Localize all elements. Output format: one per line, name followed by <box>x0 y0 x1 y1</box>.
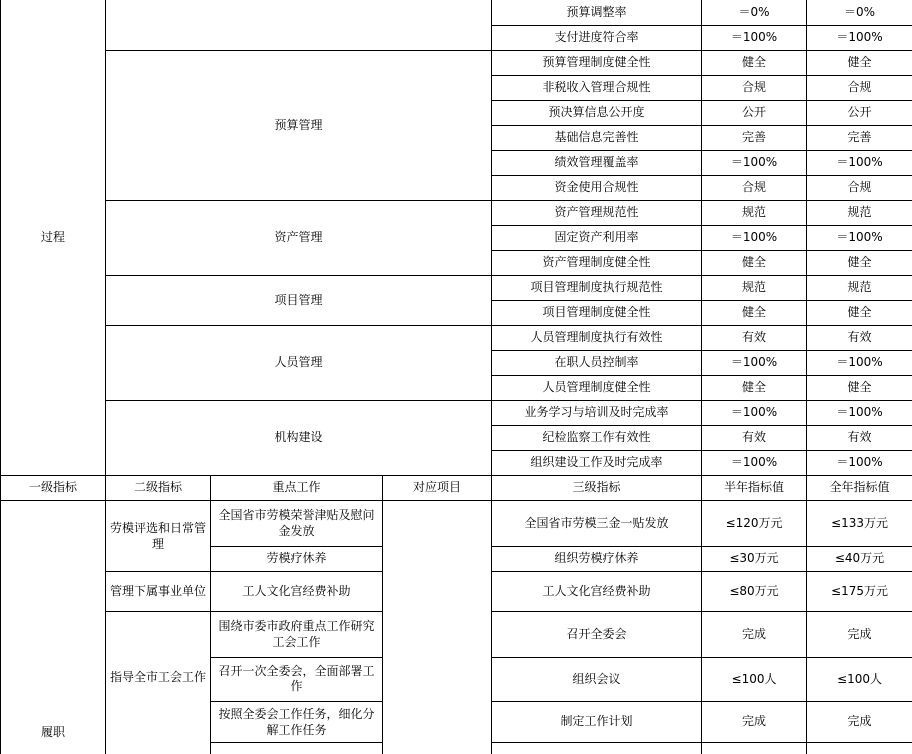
header-key-work: 重点工作 <box>211 475 383 500</box>
full-year-cell: ≤133万元 <box>807 500 912 546</box>
full-year-cell: ＝100% <box>807 25 912 50</box>
level3-cell: 非税收入管理合规性 <box>492 75 702 100</box>
half-year-cell: ≤120万元 <box>702 500 807 546</box>
half-year-cell: 规范 <box>702 200 807 225</box>
full-year-cell: ＝100% <box>807 450 912 475</box>
level2-subunit: 管理下属事业单位 <box>106 571 211 611</box>
full-year-cell: 规范 <box>807 200 912 225</box>
full-year-cell: 合规 <box>807 75 912 100</box>
key-work-cell: 围绕市委市政府重点工作研究工会工作 <box>211 611 383 657</box>
header-level2: 二级指标 <box>106 475 211 500</box>
level3-cell: 固定资产利用率 <box>492 225 702 250</box>
level3-cell: 资产管理规范性 <box>492 200 702 225</box>
level2-blank <box>106 0 492 50</box>
level3-cell: 绩效管理覆盖率 <box>492 150 702 175</box>
level3-cell: 资金使用合规性 <box>492 175 702 200</box>
level3-cell: 预算管理制度健全性 <box>492 50 702 75</box>
half-year-cell: ＝100% <box>702 400 807 425</box>
header-level1: 一级指标 <box>1 475 106 500</box>
level3-cell: 预决算信息公开度 <box>492 100 702 125</box>
level3-cell: 业务学习与培训及时完成率 <box>492 400 702 425</box>
key-work-cell: 按照全委会工作任务，细化分解工作任务 <box>211 701 383 742</box>
half-year-cell: ＝100% <box>702 450 807 475</box>
level2-project: 项目管理 <box>106 275 492 325</box>
project-blank <box>383 500 492 754</box>
level3-cell: 组织建设工作及时完成率 <box>492 450 702 475</box>
full-year-cell: ＝0% <box>807 0 912 25</box>
half-year-cell: 健全 <box>702 50 807 75</box>
half-year-cell: ≤100人 <box>702 657 807 701</box>
half-year-cell: 有效 <box>702 325 807 350</box>
header-project: 对应项目 <box>383 475 492 500</box>
full-year-cell: 健全 <box>807 300 912 325</box>
full-year-cell: ＝100% <box>807 225 912 250</box>
half-year-cell <box>702 742 807 754</box>
key-work-cell: 召开一次全委会，全面部署工作 <box>211 657 383 701</box>
level2-assets: 资产管理 <box>106 200 492 275</box>
level3-cell: 工人文化宫经费补助 <box>492 571 702 611</box>
half-year-cell: ＝100% <box>702 25 807 50</box>
level2-model-workers: 劳模评选和日常管理 <box>106 500 211 571</box>
half-year-cell: 规范 <box>702 275 807 300</box>
half-year-cell: 健全 <box>702 250 807 275</box>
full-year-cell: 完成 <box>807 611 912 657</box>
half-year-cell: ≤80万元 <box>702 571 807 611</box>
half-year-cell: 公开 <box>702 100 807 125</box>
half-year-cell: 完成 <box>702 701 807 742</box>
key-work-cell: 全国省市劳模荣誉津贴及慰问金发放 <box>211 500 383 546</box>
level3-cell: 基础信息完善性 <box>492 125 702 150</box>
level3-cell: 组织劳模疗休养 <box>492 546 702 571</box>
full-year-cell: 健全 <box>807 50 912 75</box>
level3-cell: 人员管理制度执行有效性 <box>492 325 702 350</box>
full-year-cell: 完成 <box>807 701 912 742</box>
half-year-cell: ＝100% <box>702 350 807 375</box>
half-year-cell: 完善 <box>702 125 807 150</box>
level3-cell: 在职人员控制率 <box>492 350 702 375</box>
level3-cell: 组织会议 <box>492 657 702 701</box>
half-year-cell: ≤30万元 <box>702 546 807 571</box>
level3-cell: 预算调整率 <box>492 0 702 25</box>
level1-duty: 履职 <box>1 500 106 754</box>
level3-cell: 项目管理制度健全性 <box>492 300 702 325</box>
half-year-cell: 合规 <box>702 75 807 100</box>
full-year-cell <box>807 742 912 754</box>
full-year-cell: 健全 <box>807 375 912 400</box>
level3-cell: 全国省市劳模三金一贴发放 <box>492 500 702 546</box>
level2-budget: 预算管理 <box>106 50 492 200</box>
full-year-cell: 合规 <box>807 175 912 200</box>
full-year-cell: 健全 <box>807 250 912 275</box>
level1-process: 过程 <box>1 0 106 475</box>
level3-cell: 人员管理制度健全性 <box>492 375 702 400</box>
half-year-cell: 合规 <box>702 175 807 200</box>
level2-personnel: 人员管理 <box>106 325 492 400</box>
header-half-year: 半年指标值 <box>702 475 807 500</box>
half-year-cell: 完成 <box>702 611 807 657</box>
full-year-cell: ＝100% <box>807 150 912 175</box>
full-year-cell: 有效 <box>807 325 912 350</box>
key-work-cell: 工人文化宫经费补助 <box>211 571 383 611</box>
level3-cell: 纪检监察工作有效性 <box>492 425 702 450</box>
level3-cell <box>492 742 702 754</box>
level3-cell: 项目管理制度执行规范性 <box>492 275 702 300</box>
key-work-cell: 劳模疗休养 <box>211 546 383 571</box>
half-year-cell: 健全 <box>702 300 807 325</box>
half-year-cell: ＝100% <box>702 150 807 175</box>
level3-cell: 召开全委会 <box>492 611 702 657</box>
header-full-year: 全年指标值 <box>807 475 912 500</box>
level3-cell: 制定工作计划 <box>492 701 702 742</box>
level3-cell: 支付进度符合率 <box>492 25 702 50</box>
full-year-cell: ＝100% <box>807 400 912 425</box>
header-level3: 三级指标 <box>492 475 702 500</box>
half-year-cell: ＝100% <box>702 225 807 250</box>
half-year-cell: 健全 <box>702 375 807 400</box>
full-year-cell: 规范 <box>807 275 912 300</box>
level2-guide-union: 指导全市工会工作 <box>106 611 211 754</box>
full-year-cell: ＝100% <box>807 350 912 375</box>
full-year-cell: 完善 <box>807 125 912 150</box>
level2-org: 机构建设 <box>106 400 492 475</box>
full-year-cell: ≤100人 <box>807 657 912 701</box>
half-year-cell: 有效 <box>702 425 807 450</box>
level3-cell: 资产管理制度健全性 <box>492 250 702 275</box>
half-year-cell: ＝0% <box>702 0 807 25</box>
full-year-cell: ≤40万元 <box>807 546 912 571</box>
key-work-cell <box>211 742 383 754</box>
full-year-cell: 有效 <box>807 425 912 450</box>
full-year-cell: ≤175万元 <box>807 571 912 611</box>
full-year-cell: 公开 <box>807 100 912 125</box>
